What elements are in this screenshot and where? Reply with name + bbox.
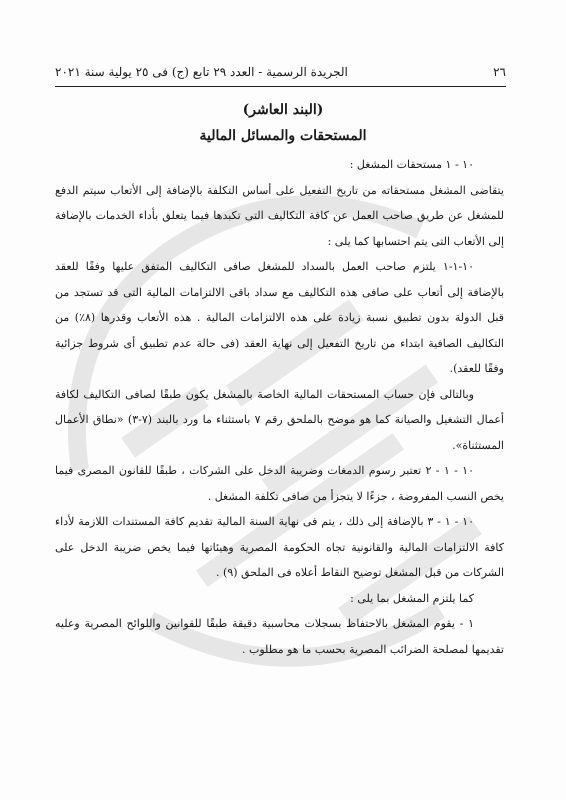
- header-divider: [55, 86, 506, 87]
- paragraph-10-1-2: ١٠ - ١ - ٢ تعتبر رسوم الدمغات وضريبة الدخل على الشركات ، طبقًا للقانون المصرى فيما يخص النسب المفروضة ، جزءًا لا يتجزأ من صافى تكلفة المشغل .: [55, 464, 504, 503]
- section-number: (البند العاشر): [242, 102, 324, 118]
- paragraph-10-1-3: ١٠ - ١ - ٣ بالإضافة إلى ذلك ، يتم فى نهاية السنة المالية تقديم كافة المستندات اللازمة لأداء كافة الالتزامات المالية والقانونية تجاه الحكومة المصرية وهيئاتها فيما يخص ضريبة الدخل على الشركات من قبل المشغل توضيح النقاط أعلاه فى الملحق (٩) .: [55, 515, 504, 579]
- paragraph-obligation-1: ١ - يقوم المشغل بالاحتفاظ بسجلات محاسبية دقيقة طبقًا للقوانين واللوائح المصرية وعليه تقديمها لمصلحة الضرائب المصرية بحسب ما هو مطلوب .: [55, 617, 504, 656]
- section-title: المستحقات والمسائل المالية: [199, 128, 367, 144]
- page-number: ٢٦: [493, 65, 506, 79]
- body-text: [55, 152, 504, 662]
- paragraph-operator-obligations: كما يلتزم المشغل بما يلى :: [350, 591, 474, 605]
- paragraph-operator-dues: يتقاضى المشغل مستحقاته من تاريخ التفعيل على أساس التكلفة بالإضافة إلى الأتعاب سيتم الدفع للمشغل عن طريق صاحب العمل عن كافة التكاليف التى تكبدها فيما يتعلق بأداء الخدمات بالإضافة إلى الأتعاب التى يتم احتسابها كما يلى :: [55, 183, 504, 248]
- paragraph-accordingly: وبالتالى فإن حساب المستحقات المالية الخاصة بالمشغل يكون طبقًا لصافى التكاليف لكافة أعمال التشغيل والصيانة كما هو موضح بالملحق رقم ٧ باستثناء ما ورد بالبند (٧-٣) «نطاق الأعمال المستثناة».: [55, 387, 504, 452]
- publication-title: الجريدة الرسمية - العدد ٢٩ تابع (ج) فى ٢٥ يولية سنة ٢٠٢١: [55, 65, 348, 79]
- page-header: [55, 62, 506, 82]
- paragraph-operator-dues-heading: ١٠ - ١ مستحقات المشغل :: [349, 158, 474, 171]
- paragraph-10-1-1: ١٠-١-١ يلتزم صاحب العمل بالسداد للمشغل صافى التكاليف المتفق عليها وفقًا للعقد بالإضافة إلى أتعاب على صافى هذه التكاليف مع سداد باقى الالتزامات المالية التى قد تستجد من قبل الدولة بدون تطبيق نسبة زيادة على هذه الالتزامات المالية . هذه الأتعاب وقدرها (٨٪) من التكاليف الصافية ابتداء من تاريخ التفعيل إلى نهاية العقد (فى حالة عدم تطبيق أى شروط جزائية وفقًا للعقد).: [55, 260, 504, 375]
